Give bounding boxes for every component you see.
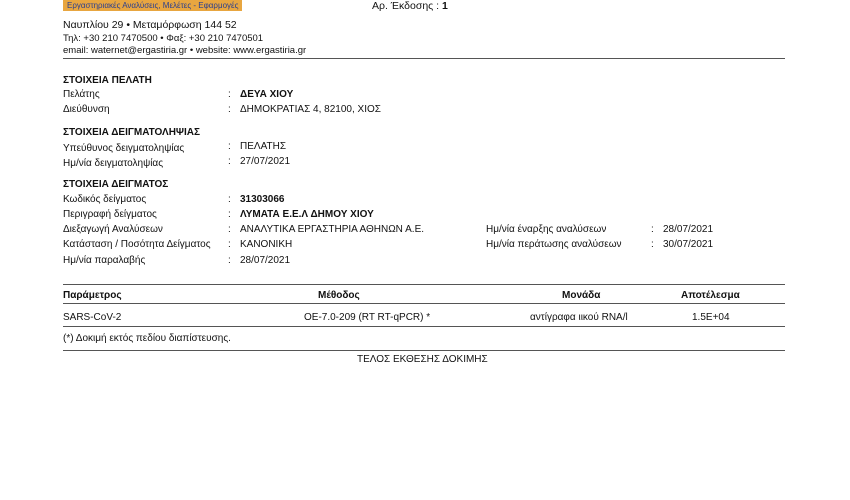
colon: : — [228, 156, 231, 167]
report-end-text: ΤΕΛΟΣ ΕΚΘΕΣΗΣ ΔΟΚΙΜΗΣ — [357, 354, 488, 365]
company-phone: Τηλ: +30 210 7470500 • Φαξ: +30 210 7470501 — [63, 33, 264, 44]
analysis-lab-value: ΑΝΑΛΥΤΙΚΑ ΕΡΓΑΣΤΗΡΙΑ ΑΘΗΝΩΝ Α.Ε. — [240, 224, 425, 235]
company-address: Ναυπλίου 29 • Μεταμόρφωση 144 52 — [63, 19, 237, 31]
sampling-date-label: Ημ/νία δειγματοληψίας — [63, 158, 164, 169]
header-divider — [63, 58, 785, 59]
sample-condition-value: ΚΑΝΟΝΙΚΗ — [240, 239, 293, 250]
result-parameter: SARS-CoV-2 — [63, 312, 122, 323]
colon: : — [228, 209, 231, 220]
analysis-lab-label: Διεξαγωγή Αναλύσεων — [63, 224, 163, 235]
colon: : — [228, 89, 231, 100]
col-header-unit: Μονάδα — [562, 290, 601, 301]
colon: : — [228, 255, 231, 266]
client-name-value: ΔΕΥΑ ΧΙΟΥ — [240, 89, 294, 100]
received-date-label: Ημ/νία παραλαβής — [63, 255, 146, 266]
result-value: 1.5E+04 — [692, 312, 730, 323]
company-contact: email: waternet@ergastiria.gr • website: www.ergastiria.gr — [63, 45, 307, 56]
edition-number — [372, 0, 448, 12]
sample-description-label: Περιγραφή δείγματος — [63, 209, 157, 220]
edition-value: 1 — [442, 0, 448, 12]
client-name-label: Πελάτης — [63, 89, 100, 100]
sampling-responsible-label: Υπεύθυνος δειγματοληψίας — [63, 143, 185, 154]
analysis-end-label: Ημ/νία περάτωσης αναλύσεων — [486, 239, 622, 250]
sample-description-value: ΛΥΜΑΤΑ Ε.Ε.Λ ΔΗΜΟΥ ΧΙΟΥ — [240, 209, 374, 220]
col-header-parameter: Παράμετρος — [63, 290, 122, 301]
sampling-date-value: 27/07/2021 — [240, 156, 291, 167]
sampling-responsible-value: ΠΕΛΑΤΗΣ — [240, 141, 287, 152]
received-date-value: 28/07/2021 — [240, 255, 291, 266]
sample-code-value: 31303066 — [240, 194, 285, 205]
table-top-border — [63, 284, 785, 285]
colon: : — [228, 104, 231, 115]
edition-label: Αρ. Έκδοσης : — [372, 0, 440, 12]
client-address-value: ΔΗΜΟΚΡΑΤΙΑΣ 4, 82100, ΧΙΟΣ — [240, 104, 381, 115]
sample-condition-label: Κατάσταση / Ποσότητα Δείγματος — [63, 239, 211, 250]
table-header-border — [63, 303, 785, 304]
client-address-label: Διεύθυνση — [63, 104, 110, 115]
result-method: ΟΕ-7.0-209 (RT RT-qPCR) * — [304, 312, 431, 323]
colon: : — [228, 239, 231, 250]
analysis-end-value: 30/07/2021 — [663, 239, 714, 250]
col-header-method: Μέθοδος — [318, 290, 360, 301]
analysis-start-label: Ημ/νία έναρξης αναλύσεων — [486, 224, 607, 235]
sample-section-title: ΣΤΟΙΧΕΙΑ ΔΕΙΓΜΑΤΟΣ — [63, 179, 169, 190]
colon: : — [228, 224, 231, 235]
footnote-divider — [63, 350, 785, 351]
company-tagline: Εργαστηριακές Αναλύσεις, Μελέτες - Εφαρμογές — [63, 0, 242, 11]
accreditation-footnote: (*) Δοκιμή εκτός πεδίου διαπίστευσης. — [63, 333, 231, 344]
analysis-start-value: 28/07/2021 — [663, 224, 714, 235]
colon: : — [228, 141, 231, 152]
colon: : — [228, 194, 231, 205]
result-unit: αντίγραφα ιικού RNA/l — [530, 312, 628, 323]
col-header-result: Αποτέλεσμα — [681, 290, 740, 301]
table-bottom-border — [63, 326, 785, 327]
colon: : — [651, 239, 654, 250]
sampling-section-title: ΣΤΟΙΧΕΙΑ ΔΕΙΓΜΑΤΟΛΗΨΙΑΣ — [63, 127, 201, 138]
client-section-title: ΣΤΟΙΧΕΙΑ ΠΕΛΑΤΗ — [63, 75, 152, 86]
colon: : — [651, 224, 654, 235]
sample-code-label: Κωδικός δείγματος — [63, 194, 147, 205]
